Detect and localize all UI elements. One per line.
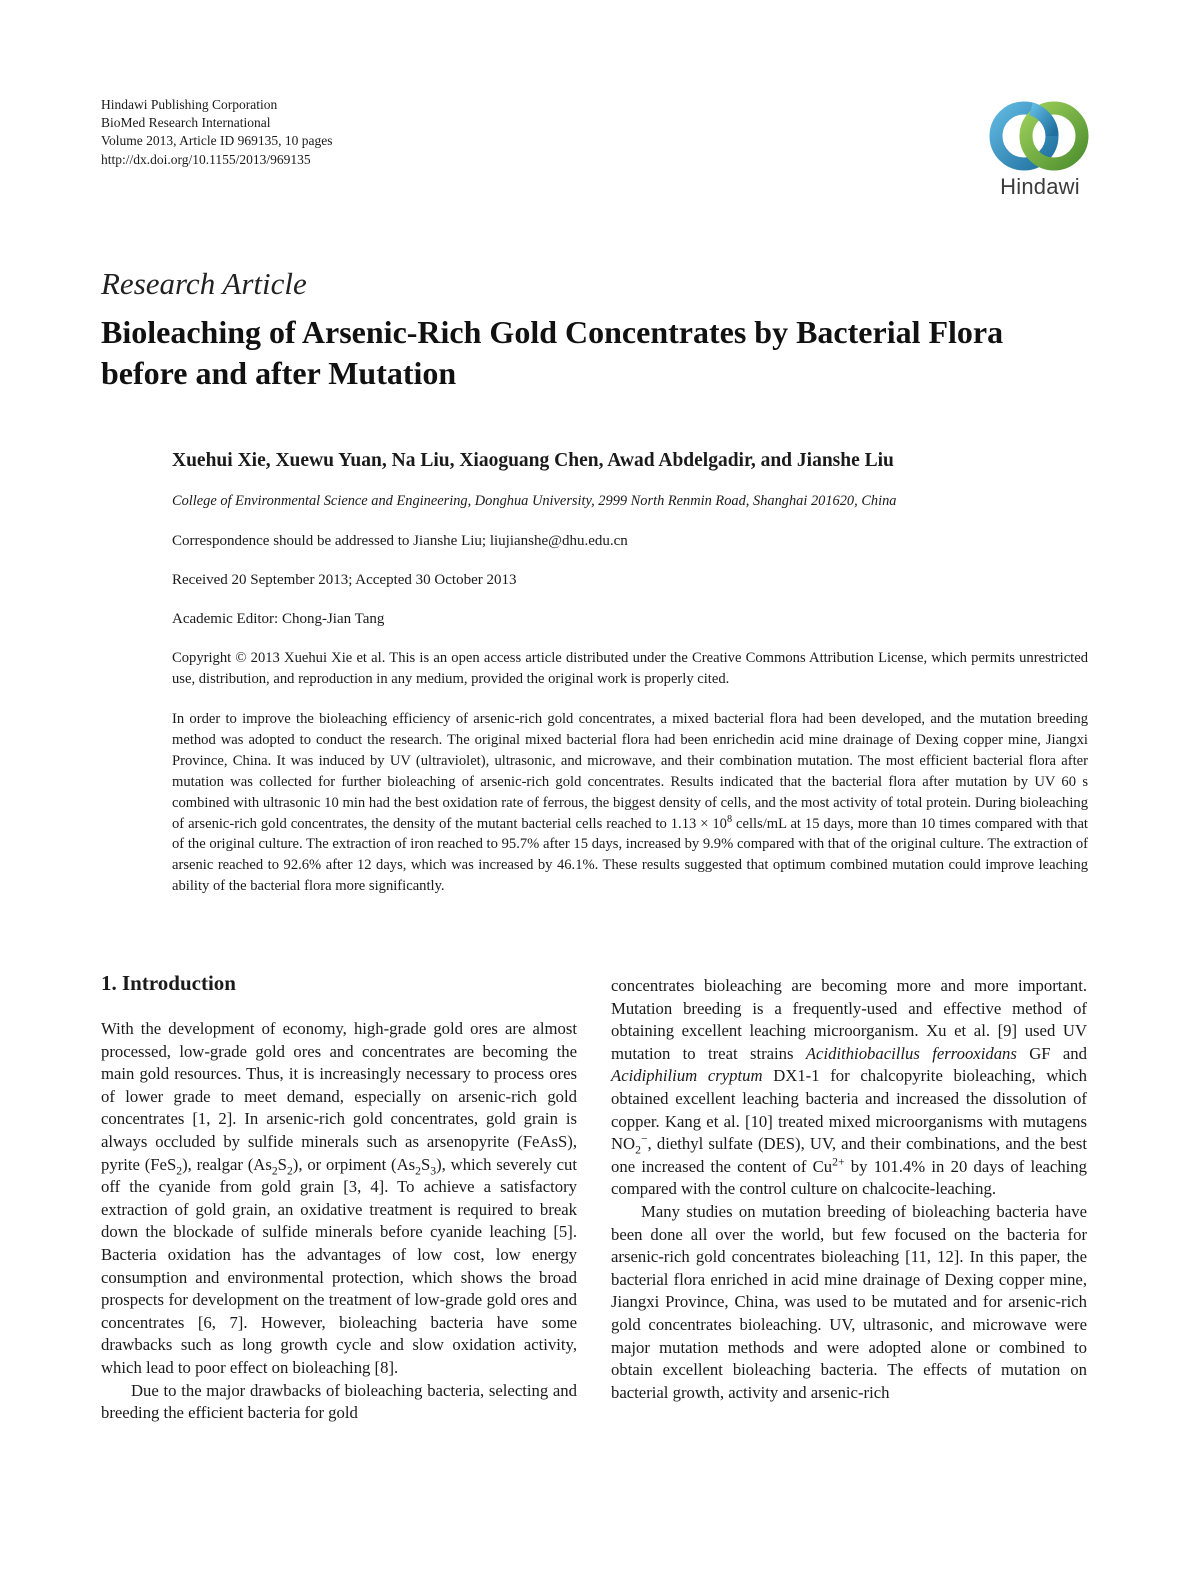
intro-p2-text-4: , diethyl sulfate (DES), UV, and their combinations, and the best one increased the content of Cu (611, 1134, 1087, 1176)
intro-p2-text-1: concentrates bioleaching are becoming more and more important. Mutation breeding is a frequently-used and effective method of obtaining excellent leaching microorganism. Xu et al. [9] used UV mutation to treat strains (611, 976, 1087, 1063)
intro-p1-sub-2: 2 (271, 1163, 278, 1177)
author-list: Xuehui Xie, Xuewu Yuan, Na Liu, Xiaoguang Chen, Awad Abdelgadir, and Jianshe Liu (172, 450, 894, 471)
article-type: Research Article (101, 266, 307, 301)
doi-link[interactable]: http://dx.doi.org/10.1155/2013/969135 (101, 151, 311, 167)
intro-p2-text-3: DX1-1 for chalcopyrite bioleaching, which obtained excellent leaching bacteria and increased the dissolution of copper. Kang et al. [10] treated mixed microorganisms with mutagens NO (611, 1066, 1087, 1154)
affiliation: College of Environmental Science and Engineering, Donghua University, 2999 North Renmin Road, Shanghai 201620, China (172, 493, 897, 509)
intro-p2-sup-1: − (640, 1132, 648, 1146)
intro-p1-text-3: S (277, 1154, 287, 1174)
intro-p2-text-2: GF and (1016, 1043, 1087, 1063)
intro-p2-sub-1: 2 (635, 1143, 641, 1157)
intro-p1-sub-5: 3 (430, 1163, 437, 1177)
intro-p1-text-1: With the development of economy, high-grade gold ores are almost processed, low-grade gold ores and concentrates are becoming the main gold resources. Thus, it is increasingly necessary to process ores of lower grade to meet demand, especially on arsenic-rich gold concentrates [1, 2]. In arsenic-rich gold concentrates, gold grain is always occluded by sulfide minerals such as arsenopyrite (FeAsS), pyrite (FeS (101, 1019, 577, 1174)
species-name-1: Acidithiobacillus ferrooxidans (805, 1043, 1017, 1063)
page-title: Bioleaching of Arsenic-Rich Gold Concentrates by Bacterial Flora before and after Mutation (101, 314, 1004, 391)
academic-editor: Academic Editor: Chong-Jian Tang (172, 611, 385, 627)
logo-wordmark: Hindawi (1000, 174, 1080, 199)
species-name-2: Acidiphilium cryptum (611, 1066, 763, 1086)
abstract (172, 709, 1088, 897)
intro-p2-text-5: by 101.4% in 20 days of leaching compared with the control culture on chalcocite-leaching. (611, 1156, 1087, 1199)
abstract-text-a: In order to improve the bioleaching efficiency of arsenic-rich gold concentrates, a mixed bacterial flora had been developed, and the mutation breeding method was adopted to conduct the research. The original mixed bacterial flora had been enrichedin acid mine drainage of Dexing copper mine, Jiangxi Province, China. It was induced by UV (ultraviolet), ultrasonic, and microwave, and their combination mutation. The most efficient bacterial flora after mutation was collected for further bioleaching of arsenic-rich gold concentrates. Results indicated that the bacterial flora after mutation by UV 60 s combined with ultrasonic 10 min had the best oxidation rate of ferrous, the biggest density of cells, and the most activity of total protein. During bioleaching of arsenic-rich gold concentrates, the density of the mutant bacterial cells reached to 1.13 × 10 (172, 711, 1088, 832)
hindawi-rings-icon (986, 96, 1094, 174)
intro-p1-text-6: ), which severely cut off the cyanide from gold grain [3, 4]. To achieve a satisfactory extraction of gold grain, an oxidative treatment is required to break down the blockade of sulfide minerals before cyanide leaching [5]. Bacteria oxidation has the advantages of low cost, low energy consumption and environmental protection, which shows the broad prospects for development on the treatment of low-grade gold ores and concentrates [6, 7]. However, bioleaching bacteria have some drawbacks such as long growth cycle and slow oxidation activity, which lead to poor effect on bioleaching [8]. (101, 1154, 577, 1377)
intro-p1-text-2: ), realgar (As (182, 1154, 272, 1174)
abstract-exponent: 8 (726, 813, 733, 825)
abstract-text-b: cells/mL at 15 days, more than 10 times compared with that of the original culture. The extraction of iron reached to 95.7% after 15 days, increased by 9.9% compared with that of the original culture. The extraction of arsenic reached to 92.6% after 12 days, which was increased by 46.1%. These results suggested that optimum combined mutation could improve leaching ability of the bacterial flora more significantly. (172, 815, 1088, 895)
intro-paragraph-2-start: Due to the major drawbacks of bioleaching bacteria, selecting and breeding the efficient bacteria for gold (101, 1380, 577, 1423)
intro-p1-sub-1: 2 (176, 1163, 183, 1177)
intro-paragraph-2-cont (611, 975, 1087, 1201)
intro-p1-sub-3: 2 (286, 1163, 293, 1177)
journal-name: BioMed Research International (101, 115, 271, 131)
correspondence: Correspondence should be addressed to Jianshe Liu; liujianshe@dhu.edu.cn (172, 533, 628, 549)
publisher-name: Hindawi Publishing Corporation (101, 97, 278, 112)
copyright-notice: Copyright © 2013 Xuehui Xie et al. This is an open access article distributed under the Creative Commons Attribution License, which permits unrestricted use, distribution, and reproduction in any medium, provided the original work is properly cited. (172, 650, 1088, 687)
intro-paragraph-3: Many studies on mutation breeding of bioleaching bacteria have been done all over the world, but few focused on the bacteria for arsenic-rich gold concentrates bioleaching [11, 12]. In this paper, the bacterial flora enriched in acid mine drainage of Dexing copper mine, Jiangxi Province, China, was used to be mutated and for arsenic-rich gold concentrates bioleaching. UV, ultrasonic, and microwave were major mutation methods and were adopted alone or combined to obtain excellent bioleaching bacteria. The effects of mutation on bacterial growth, activity and arsenic-rich (611, 1201, 1087, 1402)
intro-p2-sup-2: 2+ (832, 1155, 845, 1169)
volume-line: Volume 2013, Article ID 969135, 10 pages (101, 133, 333, 149)
intro-p1-text-4: ), or orpiment (As (292, 1154, 416, 1174)
received-dates: Received 20 September 2013; Accepted 30 October 2013 (172, 572, 517, 588)
journal-header (101, 96, 332, 169)
intro-paragraph-1 (101, 1018, 577, 1380)
section-heading-introduction: 1. Introduction (101, 971, 236, 995)
left-column (101, 1018, 577, 1425)
intro-p1-text-5: S (421, 1154, 431, 1174)
hindawi-logo (986, 96, 1094, 206)
intro-p1-sub-4: 2 (415, 1163, 421, 1177)
right-column (611, 975, 1087, 1404)
